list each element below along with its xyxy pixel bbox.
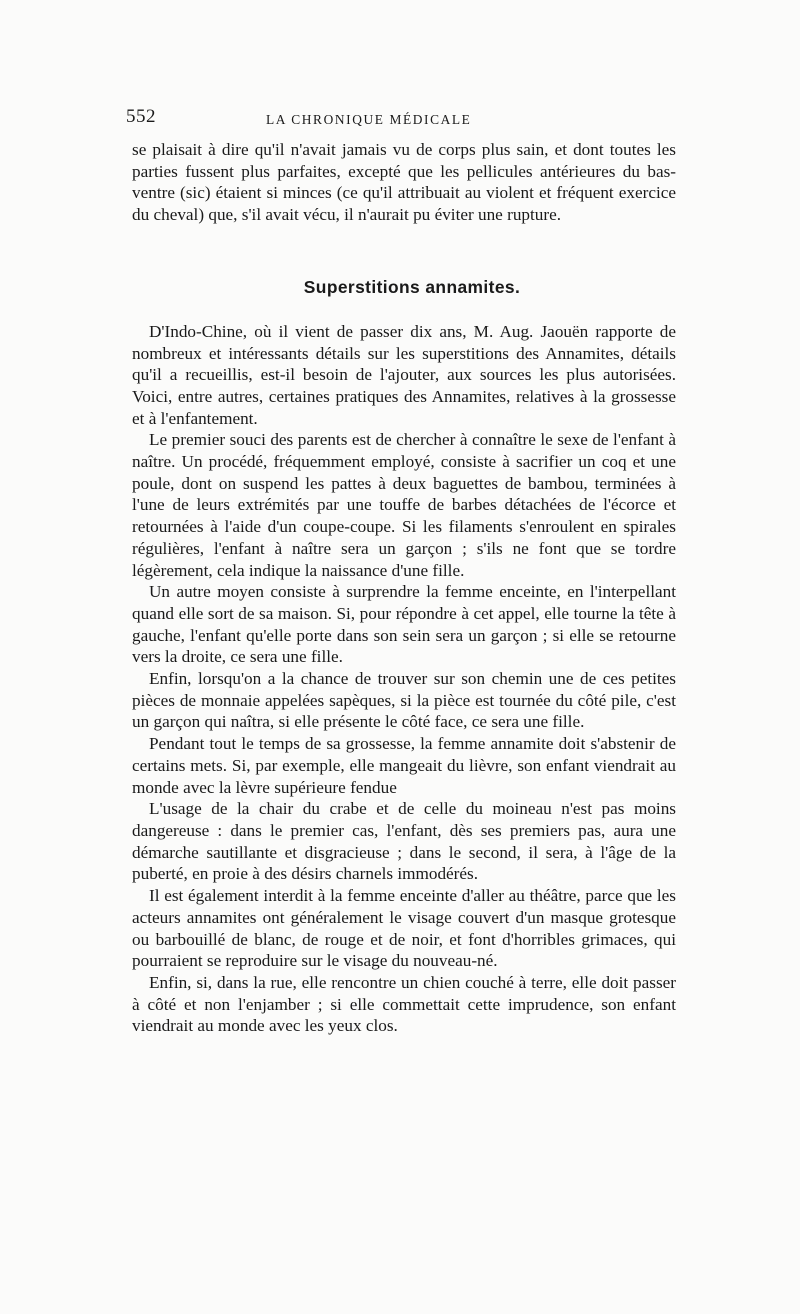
running-title: LA CHRONIQUE MÉDICALE	[266, 112, 472, 127]
running-head	[126, 106, 676, 130]
section-title	[132, 276, 676, 298]
paragraph-8: Enfin, si, dans la rue, elle rencontre un chien couché à terre, elle doit passer à côté et non l'enjamber ; si elle commettait cette imprudence, son enfant viendrait au monde avec les yeux clos.	[132, 972, 676, 1036]
paragraph-2: Le premier souci des parents est de chercher à connaître le sexe de l'enfant à naître. Un procédé, fréquemment employé, consiste à sacrifier un coq et une poule, dont on suspend les pattes à deux baguettes de bambou, terminées à l'une de leurs extrémités par une touffe de barbes détachées de l'écorce et retournées à l'aide d'un coupe-coupe. Si les filaments s'enroulent en spirales régulières, l'enfant à naître sera un garçon ; s'ils ne font que se tordre légèrement, cela indique la naissance d'une fille.	[132, 430, 676, 580]
paragraph-1: D'Indo-Chine, où il vient de passer dix ans, M. Aug. Jaouën rapporte de nombreux et intéressants détails sur les superstitions des Annamites, détails qu'il a recueillis, est-il besoin de l'ajouter, aux sources les plus autorisées. Voici, entre autres, certaines pratiques des Annamites, relatives à la grossesse et à l'enfantement.	[132, 321, 676, 428]
continuation-paragraph: se plaisait à dire qu'il n'avait jamais vu de corps plus sain, et dont toutes les parties fussent plus parfaites, excepté que les pellicules antérieures du bas-ventre (sic) étaient si minces (ce qu'il attribuait au violent et fréquent exercice du cheval) que, s'il avait vécu, il n'aurait pu éviter une rupture.	[132, 140, 676, 225]
paragraph-4: Enfin, lorsqu'on a la chance de trouver sur son chemin une de ces petites pièces de monnaie appelées sapèques, si la pièce est tournée du côté pile, c'est un garçon qui naîtra, si elle présente le côté face, ce sera une fille.	[132, 669, 676, 732]
paragraph-7: Il est également interdit à la femme enceinte d'aller au théâtre, parce que les acteurs annamites ont généralement le visage couvert d'un masque grotesque ou barbouillé de blanc, de rouge et de noir, et font d'horribles grimaces, qui pourraient se reproduire sur le visage du nouveau-né.	[132, 886, 676, 971]
page-number: 552	[126, 106, 156, 127]
paragraph-6: L'usage de la chair du crabe et de celle du moineau n'est pas moins dangereuse : dans le premier cas, l'enfant, dès ses premiers pas, aura une démarche sautillante et disgracieuse ; dans le second, il sera, à l'âge de la puberté, en proie à des désirs charnels immodérés.	[132, 799, 676, 884]
paragraph-5: Pendant tout le temps de sa grossesse, la femme annamite doit s'abstenir de certains mets. Si, par exemple, elle mangeait du lièvre, son enfant viendrait au monde avec la lèvre supérieure fendue	[132, 734, 676, 797]
section-title-text: Superstitions annamites.	[303, 276, 521, 297]
page-content	[126, 106, 676, 1037]
paragraph-3: Un autre moyen consiste à surprendre la femme enceinte, en l'interpellant quand elle sort de sa maison. Si, pour répondre à cet appel, elle tourne la tête à gauche, l'enfant qu'elle porte dans son sein sera un garçon ; si elle se retourne vers la droite, ce sera une fille.	[132, 582, 676, 667]
